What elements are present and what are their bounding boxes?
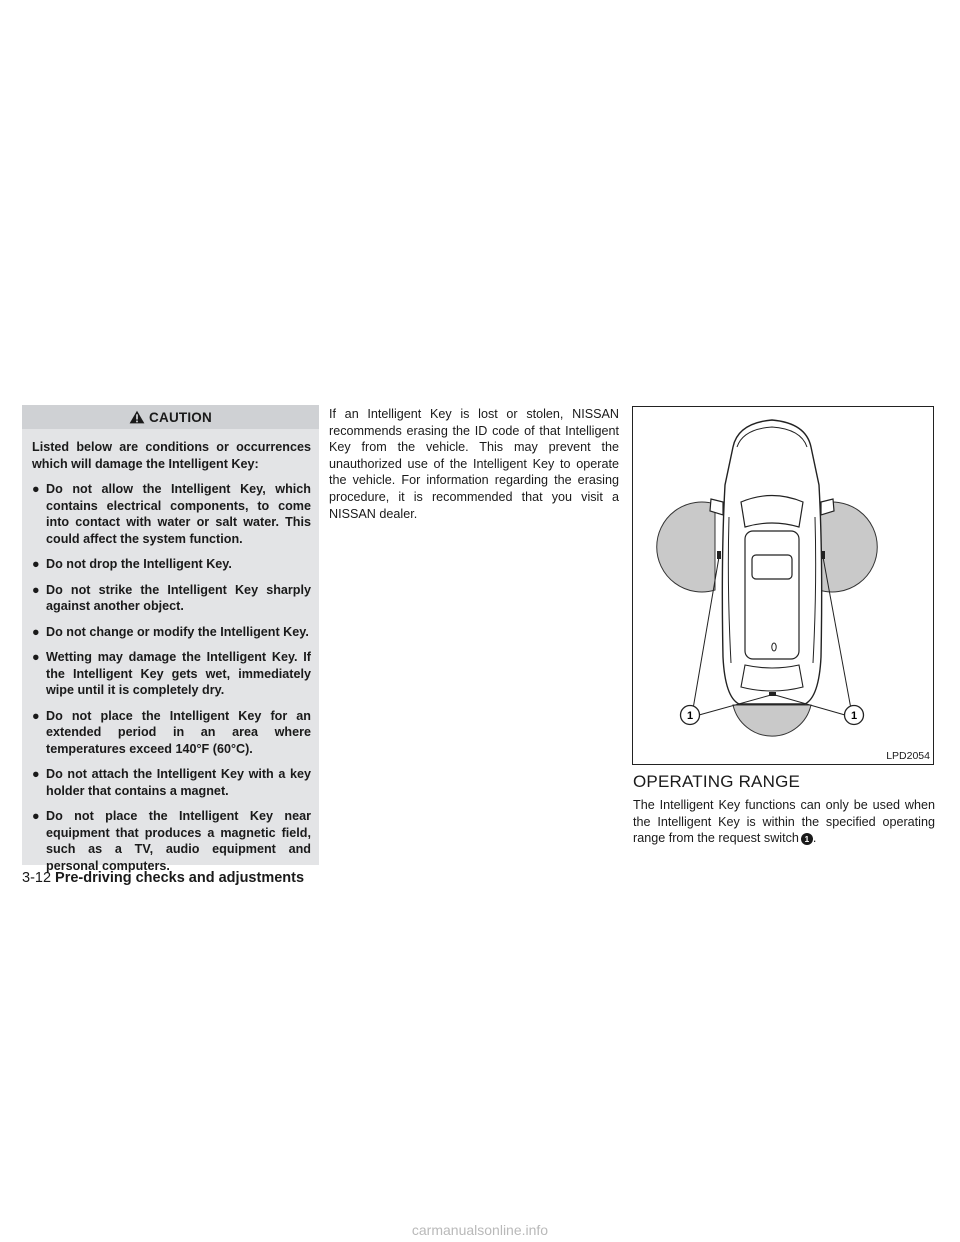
bullet-icon: ● bbox=[32, 624, 40, 639]
bullet-icon: ● bbox=[32, 582, 40, 597]
caution-item: ● Do not attach the Intelligent Key with a key holder that contains a magnet. bbox=[32, 767, 311, 798]
range-zone-right bbox=[819, 502, 877, 592]
caution-item: ● Wetting may damage the Intelligent Key. If the Intelligent Key gets wet, immediately wipe until it is completely dry. bbox=[32, 650, 311, 697]
bullet-icon: ● bbox=[32, 708, 40, 723]
warning-triangle-icon bbox=[129, 410, 145, 424]
caution-body bbox=[22, 429, 319, 874]
callout-left: 1 bbox=[686, 710, 694, 722]
operating-range-figure bbox=[632, 406, 934, 765]
caution-header bbox=[22, 405, 319, 429]
operating-range-text: The Intelligent Key functions can only be used when the Intelligent Key is within the specified operating range from the request switch 1 . bbox=[633, 798, 935, 846]
caution-item: ● Do not strike the Intelligent Key sharply against another object. bbox=[32, 582, 311, 613]
watermark: carmanualsonline.info bbox=[411, 1222, 549, 1238]
vehicle-top-view-illustration bbox=[633, 407, 933, 764]
footer-section-title: Pre-driving checks and adjustments bbox=[55, 870, 305, 886]
callout-marker-icon: 1 bbox=[801, 833, 813, 845]
callout-right: 1 bbox=[850, 710, 858, 722]
figure-id-label: LPD2054 bbox=[886, 750, 930, 762]
range-zone-rear bbox=[733, 705, 811, 736]
bullet-icon: ● bbox=[32, 767, 40, 781]
range-zone-left bbox=[657, 502, 715, 592]
bullet-icon: ● bbox=[32, 557, 40, 571]
caution-title: CAUTION bbox=[149, 409, 212, 425]
page-footer bbox=[22, 870, 304, 886]
lost-key-paragraph: If an Intelligent Key is lost or stolen, NISSAN recommends erasing the ID code of that Intelligent Key from the vehicle. This may prevent the unauthorized use of the Intelligent Key to operate the vehicle. For information regarding the erasing procedure, it is recommended that you visit a NISSAN dealer. bbox=[329, 407, 619, 521]
bullet-icon: ● bbox=[32, 809, 40, 823]
caution-item: ● Do not allow the Intelligent Key, which contains electrical components, to come into contact with water or salt water. This could affect the system function. bbox=[32, 482, 311, 546]
caution-item: ● Do not change or modify the Intelligent Key. bbox=[32, 624, 309, 639]
page-number: 3-12 bbox=[22, 870, 52, 886]
caution-item: ● Do not place the Intelligent Key near equipment that produces a magnetic field, such as a TV, audio equipment and personal computers. bbox=[32, 809, 311, 873]
caution-intro: Listed below are conditions or occurrences which will damage the Intelligent Key: bbox=[32, 440, 311, 471]
caution-item: ● Do not place the Intelligent Key for an extended period in an area where temperatures exceed 140°F (60°C). bbox=[32, 708, 311, 756]
section-title: OPERATING RANGE bbox=[633, 772, 801, 791]
caution-item: ● Do not drop the Intelligent Key. bbox=[32, 557, 232, 571]
bullet-icon: ● bbox=[32, 482, 40, 496]
bullet-icon: ● bbox=[32, 650, 40, 664]
caution-box bbox=[22, 405, 319, 873]
